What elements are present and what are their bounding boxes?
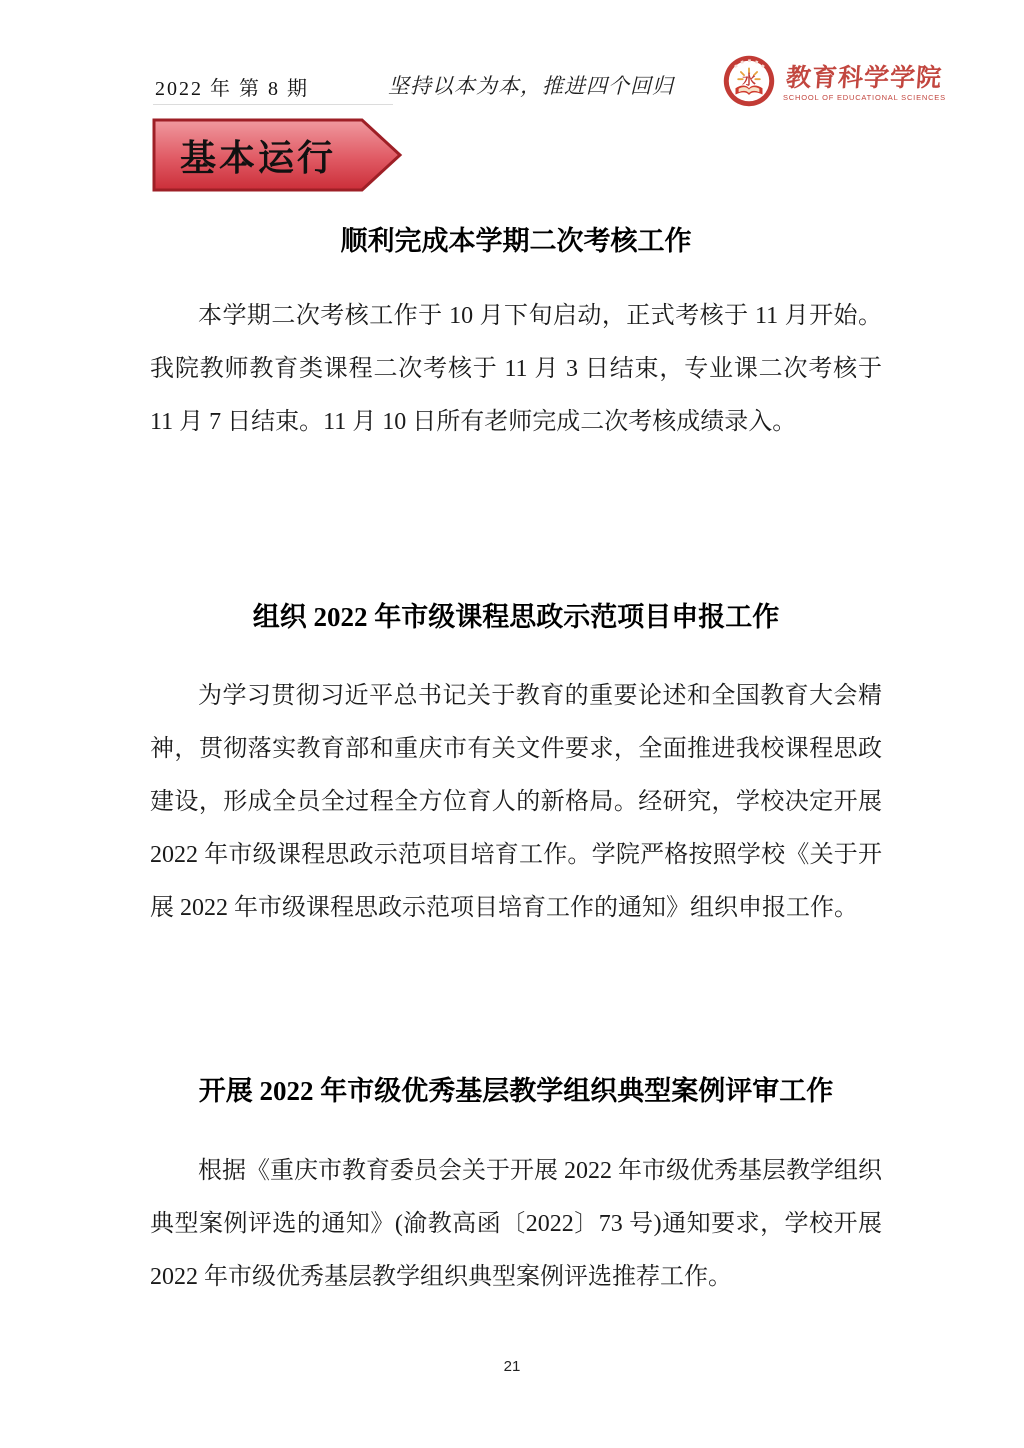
school-name-cn: 教育科学学院 xyxy=(785,64,944,92)
header-motto: 坚持以本为本，推进四个回归 xyxy=(388,74,674,98)
banner-label: 基本运行 xyxy=(179,137,336,178)
article-title-3: 开展 2022 年市级优秀基层教学组织典型案例评审工作 xyxy=(198,1076,834,1106)
svg-text:水: 水 xyxy=(742,72,756,88)
school-logo xyxy=(722,54,946,113)
school-name-en: SCHOOL OF EDUCATIONAL SCIENCES xyxy=(783,93,946,103)
header-divider xyxy=(153,104,393,105)
article-body-1: 本学期二次考核工作于 10 月下旬启动，正式考核于 11 月开始。我院教师教育类课程二次考核于 11 月 3 日结束，专业课二次考核于 11 月 7 日结束。11 月 10 日所有老师完成二次考核成绩录入。 xyxy=(150,303,882,435)
section-banner xyxy=(152,118,404,192)
page-number: 21 xyxy=(503,1358,521,1375)
school-emblem-icon xyxy=(722,54,776,113)
article-body-3: 根据《重庆市教育委员会关于开展 2022 年市级优秀基层教学组织典型案例评选的通知》(渝教高函〔2022〕73 号)通知要求，学校开展 2022 年市级优秀基层教学组织典型案例评选推荐工作。 xyxy=(150,1158,882,1290)
article-title-1: 顺利完成本学期二次考核工作 xyxy=(340,226,692,256)
issue-number: 2022 年 第 8 期 xyxy=(155,78,309,100)
article-title-2: 组织 2022 年市级课程思政示范项目申报工作 xyxy=(252,602,780,632)
article-body-2: 为学习贯彻习近平总书记关于教育的重要论述和全国教育大会精神，贯彻落实教育部和重庆市有关文件要求，全面推进我校课程思政建设，形成全员全过程全方位育人的新格局。经研究，学校决定开展 2022 年市级课程思政示范项目培育工作。学院严格按照学校《关于开展 2022 年市级课程思政示范项目培育工作的通知》组织申报工作。 xyxy=(150,683,882,921)
